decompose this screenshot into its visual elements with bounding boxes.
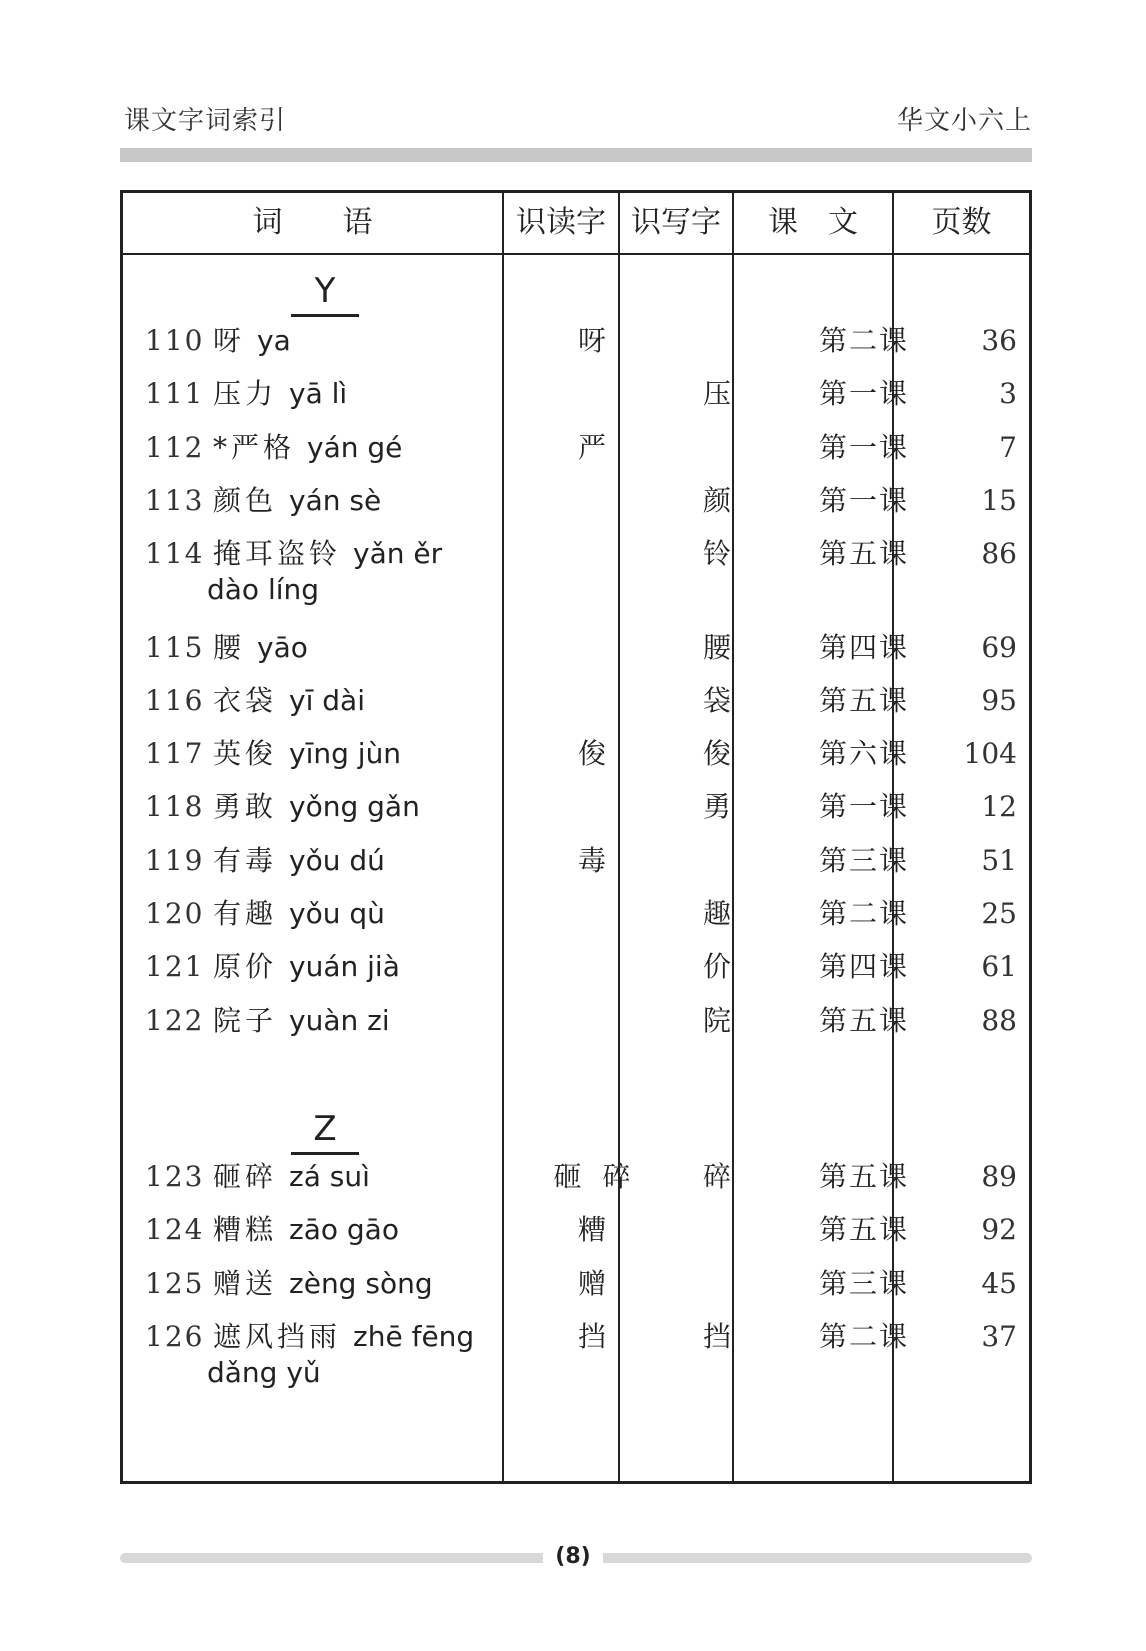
- entry-page: 12: [981, 790, 1017, 824]
- entry-number: 122: [145, 1003, 205, 1037]
- entry-number: 120: [145, 897, 205, 930]
- entry-page: 61: [981, 950, 1017, 984]
- column-header-write-chars: 识写字: [631, 205, 721, 240]
- entry-number: 124: [145, 1213, 205, 1247]
- entry-word: [213, 734, 401, 774]
- entry-lesson: 第一课: [818, 790, 909, 824]
- entry-read-chars: 挡: [577, 1319, 612, 1353]
- table-row: [123, 681, 1029, 721]
- table-row: [123, 841, 1029, 881]
- entry-page: 86: [981, 537, 1017, 571]
- entry-pinyin: yǒng gǎn: [289, 790, 420, 824]
- entry-read-chars: 砸 碎: [553, 1160, 637, 1193]
- entry-hanzi: 有趣: [213, 897, 278, 930]
- entry-word: [213, 1317, 474, 1357]
- entry-hanzi: 呀: [213, 324, 246, 357]
- table-row: [123, 321, 1029, 361]
- entry-page: 95: [981, 683, 1017, 717]
- table-row: [123, 1264, 1029, 1304]
- entry-hanzi: 衣袋: [213, 683, 278, 717]
- column-header-lesson: 课 文: [768, 205, 858, 240]
- section-letter-y: Y: [291, 268, 359, 317]
- entry-pinyin: yā lì: [289, 377, 348, 411]
- entry-lesson: 第一课: [818, 483, 909, 517]
- entry-lesson: 第四课: [818, 630, 909, 664]
- entry-hanzi: 原价: [213, 950, 278, 984]
- entry-word: [213, 374, 347, 414]
- table-row: [123, 374, 1029, 414]
- entry-pinyin: yuàn zi: [289, 1003, 390, 1037]
- entry-read-chars: 糟: [577, 1213, 612, 1247]
- vocabulary-index-table: [120, 190, 1032, 1484]
- page-number: (8): [543, 1539, 603, 1575]
- entry-number: 125: [145, 1266, 205, 1300]
- entry-number: 115: [145, 630, 205, 664]
- entry-page: 15: [981, 483, 1017, 517]
- table-row: [123, 1210, 1029, 1250]
- header-book-title: 华文小六上: [896, 106, 1032, 136]
- entry-page: 25: [981, 897, 1017, 930]
- entry-lesson: 第五课: [818, 1160, 909, 1193]
- entry-number: 114: [145, 537, 205, 571]
- entry-write-chars: 院: [702, 1003, 731, 1037]
- entry-lesson: 第五课: [818, 537, 909, 571]
- entry-hanzi: 砸碎: [213, 1160, 278, 1193]
- entry-number: 118: [145, 790, 205, 824]
- entry-page: 7: [999, 430, 1017, 464]
- entry-pinyin: zá suì: [289, 1160, 370, 1193]
- entry-number: 119: [145, 843, 205, 877]
- entry-lesson: 第一课: [818, 377, 909, 411]
- entry-write-chars: 趣: [702, 897, 731, 930]
- entry-pinyin: yīng jùn: [289, 737, 402, 771]
- entry-number: 117: [145, 737, 205, 771]
- table-row: [123, 947, 1029, 987]
- entry-number: 111: [145, 377, 205, 411]
- entry-hanzi: 遮风挡雨: [213, 1319, 342, 1353]
- entry-read-chars: 赠: [577, 1266, 612, 1300]
- entry-hanzi: 颜色: [213, 483, 278, 517]
- column-header-page: 页数: [931, 205, 992, 240]
- entry-page: 104: [963, 737, 1017, 771]
- entry-number: 113: [145, 483, 205, 517]
- entry-hanzi: 掩耳盗铃: [213, 537, 342, 571]
- entry-pinyin-continued: dǎng yǔ: [207, 1355, 321, 1389]
- entry-pinyin: zāo gāo: [289, 1213, 399, 1247]
- entry-page: 45: [981, 1266, 1017, 1300]
- table-row: [123, 1157, 1029, 1197]
- entry-word: [213, 628, 308, 668]
- entry-read-chars: 呀: [577, 324, 612, 357]
- entry-word: [213, 947, 400, 987]
- entry-write-chars: 颜: [702, 483, 731, 517]
- entry-lesson: 第六课: [818, 737, 909, 771]
- entry-page: 69: [981, 630, 1017, 664]
- entry-pinyin: zèng sòng: [289, 1266, 433, 1300]
- entry-hanzi: 腰: [213, 630, 246, 664]
- entry-lesson: 第三课: [818, 843, 909, 877]
- entry-lesson: 第五课: [818, 1003, 909, 1037]
- entry-hanzi: 压力: [213, 377, 278, 411]
- table-row: [123, 1317, 1029, 1389]
- entry-write-chars: 腰: [702, 630, 731, 664]
- entry-pinyin: yán gé: [307, 430, 403, 464]
- table-row: [123, 894, 1029, 934]
- header-divider: [120, 148, 1032, 162]
- entry-word: [213, 481, 381, 521]
- table-row: [123, 428, 1029, 468]
- entry-pinyin: yǒu dú: [289, 843, 385, 877]
- entry-write-chars: 勇: [702, 790, 731, 824]
- entry-read-chars: 毒: [577, 843, 612, 877]
- entry-hanzi: 英俊: [213, 737, 278, 771]
- entry-word: [213, 428, 402, 468]
- entry-page: 37: [981, 1319, 1017, 1353]
- entry-number: 121: [145, 950, 205, 984]
- entry-hanzi: 勇敢: [213, 790, 278, 824]
- entry-pinyin: yī dài: [289, 683, 365, 717]
- entry-page: 88: [981, 1003, 1017, 1037]
- entry-lesson: 第一课: [818, 430, 909, 464]
- table-row: [123, 1001, 1029, 1041]
- entry-lesson: 第三课: [818, 1266, 909, 1300]
- table-row: [123, 481, 1029, 521]
- entry-lesson: 第二课: [818, 1319, 909, 1353]
- entry-page: 36: [981, 324, 1017, 357]
- entry-lesson: 第四课: [818, 950, 909, 984]
- header-row-divider: [123, 253, 1029, 255]
- entry-pinyin: yán sè: [289, 483, 382, 517]
- entry-hanzi: *严格: [213, 430, 296, 464]
- entry-page: 3: [999, 377, 1017, 411]
- entry-write-chars: 袋: [702, 683, 731, 717]
- entry-word: [213, 841, 385, 881]
- section-letter-z: Z: [291, 1106, 359, 1155]
- entry-write-chars: 压: [702, 377, 731, 411]
- entry-pinyin-continued: dào líng: [207, 573, 320, 607]
- entry-lesson: 第五课: [818, 1213, 909, 1247]
- entry-word: [213, 321, 291, 361]
- entry-write-chars: 铃: [702, 537, 731, 571]
- entry-word: [213, 681, 365, 721]
- entry-read-chars: 严: [577, 430, 612, 464]
- entry-pinyin: yāo: [257, 630, 308, 664]
- entry-number: 123: [145, 1160, 205, 1193]
- entry-word: [213, 1157, 370, 1197]
- table-row: [123, 734, 1029, 774]
- entry-lesson: 第二课: [818, 324, 909, 357]
- entry-page: 51: [981, 843, 1017, 877]
- entry-hanzi: 有毒: [213, 843, 278, 877]
- entry-write-chars: 俊: [702, 737, 731, 771]
- entry-write-chars: 价: [702, 950, 731, 984]
- entry-hanzi: 赠送: [213, 1266, 278, 1300]
- entry-lesson: 第二课: [818, 897, 909, 930]
- entry-hanzi: 院子: [213, 1003, 278, 1037]
- entry-number: 116: [145, 683, 205, 717]
- entry-write-chars: 碎: [702, 1160, 731, 1193]
- entry-read-chars: 俊: [577, 737, 612, 771]
- entry-pinyin: zhē fēng: [353, 1319, 475, 1353]
- entry-number: 110: [145, 324, 205, 357]
- entry-page: 92: [981, 1213, 1017, 1247]
- table-row: [123, 628, 1029, 668]
- entry-pinyin: yǒu qù: [289, 897, 385, 930]
- entry-word: [213, 534, 442, 574]
- entry-pinyin: yuán jià: [289, 950, 400, 984]
- entry-word: [213, 787, 420, 827]
- table-row: [123, 534, 1029, 607]
- entry-number: 126: [145, 1319, 205, 1353]
- entry-lesson: 第五课: [818, 683, 909, 717]
- entry-pinyin: yǎn ěr: [353, 537, 443, 571]
- entry-word: [213, 1264, 433, 1304]
- header-title: 课文字词索引: [124, 106, 287, 136]
- column-header-read-chars: 识读字: [516, 205, 606, 240]
- entry-word: [213, 1001, 390, 1041]
- column-header-words: 词 语: [252, 205, 373, 240]
- entry-word: [213, 1210, 399, 1250]
- entry-hanzi: 糟糕: [213, 1213, 278, 1247]
- entry-write-chars: 挡: [702, 1319, 731, 1353]
- entry-word: [213, 894, 385, 934]
- entry-pinyin: ya: [257, 324, 291, 357]
- entry-number: 112: [145, 430, 205, 464]
- entry-page: 89: [981, 1160, 1017, 1193]
- table-row: [123, 787, 1029, 827]
